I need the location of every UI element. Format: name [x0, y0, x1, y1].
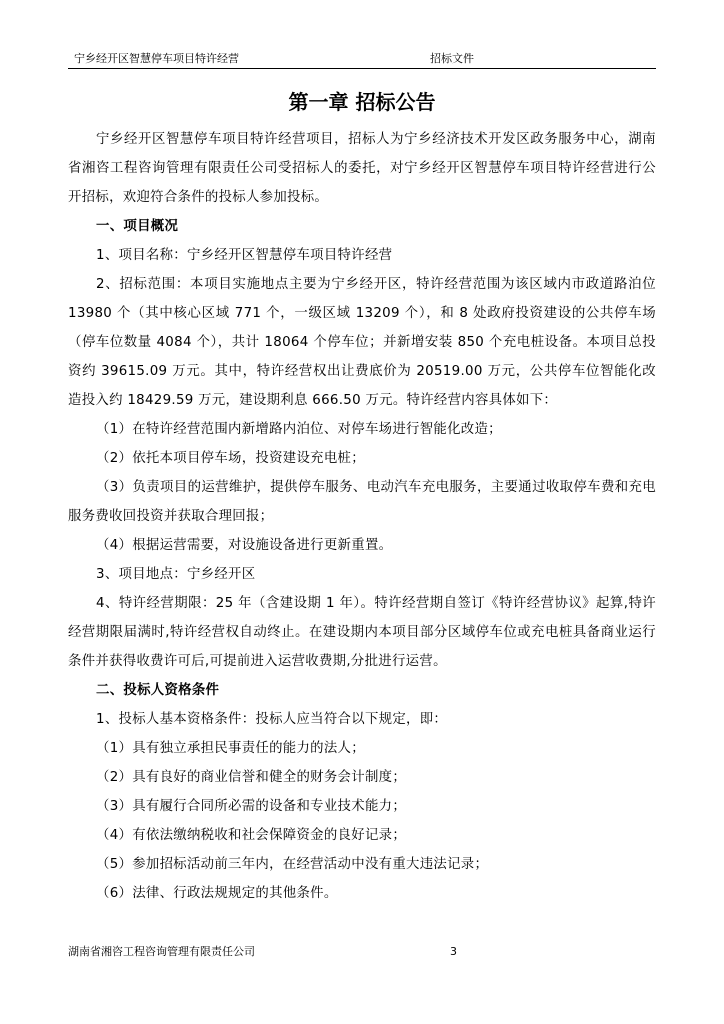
chapter-title: 第一章 招标公告: [288, 90, 436, 114]
concession-period: 4、特许经营期限：25 年（含建设期 1 年）。特许经营期自签订《特许经营协议》起算,特许经营期限届满时,特许经营权自动终止。在建设期内本项目部分区域停车位或充电桩具备商业运行条件并获得收费许可后,可提前进入运营收费期,分批进行运营。: [68, 596, 656, 669]
scope-item: （2）依托本项目停车场，投资建设充电桩；: [96, 451, 365, 466]
page-header: [68, 51, 656, 69]
project-name: 1、项目名称：宁乡经开区智慧停车项目特许经营: [96, 248, 393, 263]
intro-paragraph: 宁乡经开区智慧停车项目特许经营项目，招标人为宁乡经济技术开发区政务服务中心，湖南省湘咨工程咨询管理有限责任公司受招标人的委托，对宁乡经开区智慧停车项目特许经营进行公开招标，欢迎符合条件的投标人参加投标。: [68, 132, 656, 205]
basic-qualification: 1、投标人基本资格条件：投标人应当符合以下规定，即：: [96, 712, 448, 727]
qualification-item: （6）法律、行政法规规定的其他条件。: [96, 886, 338, 901]
page-number: 3: [450, 945, 457, 958]
qualification-item: （1）具有独立承担民事责任的能力的法人；: [96, 741, 365, 756]
header-project-title: 宁乡经开区智慧停车项目特许经营: [74, 52, 239, 65]
qualification-item: （4）有依法缴纳税收和社会保障资金的良好记录；: [96, 828, 407, 843]
qualification-item: （3）具有履行合同所必需的设备和专业技术能力；: [96, 799, 407, 814]
document-body: [68, 125, 656, 908]
scope-item: （3）负责项目的运营维护，提供停车服务、电动汽车充电服务，主要通过收取停车费和充电服务费收回投资并获取合理回报；: [68, 480, 656, 524]
section-heading-overview: 一、项目概况: [96, 219, 179, 234]
footer-company: 湖南省湘咨工程咨询管理有限责任公司: [68, 945, 255, 958]
scope-item: （1）在特许经营范围内新增路内泊位、对停车场进行智能化改造；: [96, 422, 502, 437]
scope-item: （4）根据运营需要，对设施设备进行更新重置。: [96, 538, 393, 553]
bidding-scope: 2、招标范围：本项目实施地点主要为宁乡经开区，特许经营范围为该区域内市政道路泊位 13980 个（其中核心区域 771 个，一级区域 13209 个），和 8 处政府投资建设的公共停车场（停车位数量 4084 个），共计 18064 个停车位；并新增安装 850 个充电桩设备。本项目总投资约 39615.09 万元。其中，特许经营权出让费底价为 20519.00 万元，公共停车位智能化改造投入约 18429.59 万元，建设期利息 666.50 万元。特许经营内容具体如下：: [68, 277, 656, 408]
project-location: 3、项目地点：宁乡经开区: [96, 567, 256, 582]
section-heading-qualification: 二、投标人资格条件: [96, 683, 220, 698]
qualification-item: （5）参加招标活动前三年内，在经营活动中没有重大违法记录；: [96, 857, 489, 872]
qualification-item: （2）具有良好的商业信誉和健全的财务会计制度；: [96, 770, 407, 785]
header-doc-type: 招标文件: [430, 52, 474, 65]
